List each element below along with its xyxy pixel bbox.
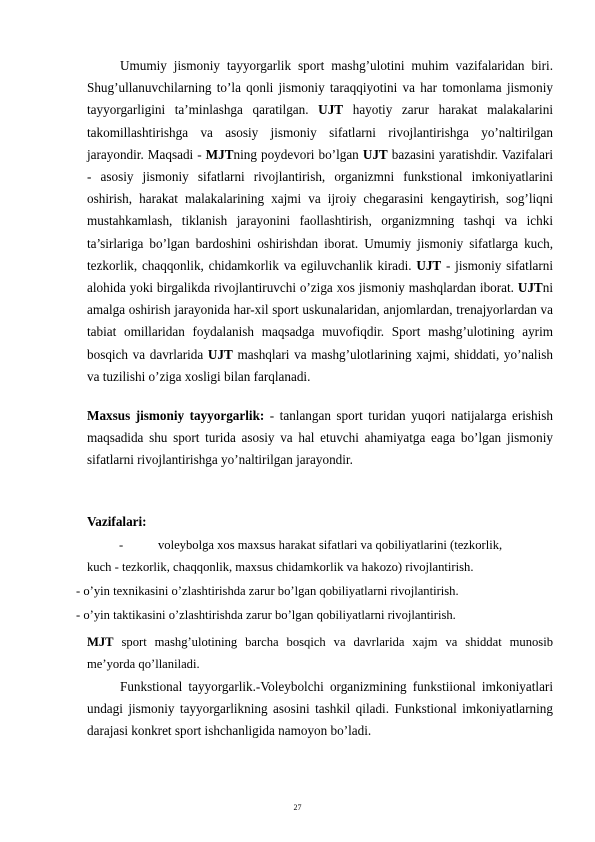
- text-run: - jismoniy sifatlarni alohida yoki birgalikda rivojlantiruvchi o’ziga xos jismoniy mashqlardan iborat.: [87, 257, 553, 296]
- bold-term: UJT: [207, 346, 233, 362]
- paragraph-ujt: [87, 55, 553, 388]
- paragraph-functional: [87, 676, 553, 743]
- paragraph-mjt-usage: [87, 631, 553, 675]
- paragraph-mjt-definition: [87, 405, 553, 472]
- bold-term: UJT: [517, 280, 543, 296]
- bold-term: MJT: [87, 635, 114, 649]
- bold-term: MJT: [205, 146, 234, 162]
- bold-term: Maxsus jismoniy tayyorgarlik:: [87, 408, 265, 423]
- text-run: - tanlangan sport turidan yuqori natijalarga erishish maqsadida shu sport turida asosiy va hal etuvchi ahamiyatga eaga bo’lgan jismoniy sifatlarni rivojlantirishga yo’naltirilgan jarayondir.: [87, 408, 553, 468]
- page-number: 27: [293, 803, 302, 812]
- bold-term: UJT: [318, 102, 344, 118]
- text-run: mashqlari va mashg’ulotlarining xajmi, shiddati, yo’nalish va tuzilishi o’ziga xosligi bilan farqlanadi.: [87, 346, 553, 384]
- text-run: ni amalga oshirish jarayonida har-xil sport uskunalaridan, anjomlardan, trenajyorlardan va tabiat omillaridan foydalanish maqsadga muvofiqdir. Sport mashg’ulotining ayrim bosqich va davrlarida: [87, 280, 553, 362]
- text-run: bazasini yaratishdir. Vazifalari - asosiy jismoniy sifatlarni rivojlantirish, organizmni funkstional imkoniyatlarini oshirish, harakat malakalarining xajmi va ijroiy chegarasini kengaytirish, sog’liqni mustahkamlash, tiklanish jarayonini faollashtirish, organizmning tashqi va ichki ta’sirlariga bo’lgan bardoshini oshirishdan iborat. Umumiy jismoniy sifatlarga kuch, tezkorlik, chaqqonlik, chidamkorlik va egiluvchanlik kiradi.: [87, 146, 554, 273]
- section-heading: [87, 511, 147, 533]
- text-run: Umumiy jismoniy tayyorgarlik sport mashg’ulotini muhim vazifalaridan biri. Shug’ullanuvchilarning to’la qonli jismoniy taraqqiyotini va har tomonlama jismoniy tayyorgarligini ta’minlashga qaratilgan.: [87, 58, 553, 118]
- list-item: - o’yin texnikasini o’zlashtirishda zarur bo’lgan qobiliyatlarni rivojlantirish.: [76, 584, 459, 598]
- bold-term: UJT: [362, 146, 388, 162]
- heading-text: Vazifalari:: [87, 514, 147, 529]
- list-item-dash: -: [119, 538, 124, 552]
- text-run: ning poydevori bo’lgan: [233, 146, 363, 162]
- list-item: - o’yin taktikasini o’zlashtirishda zarur bo’lgan qobiliyatlarni rivojlantirish.: [76, 608, 456, 622]
- text-run: hayotiy zarur harakat malakalarini takomillashtirishga va asosiy jismoniy sifatlarni rivojlantirishga yo’naltirilgan jarayondir. Maqsadi -: [87, 102, 553, 162]
- list-item-continuation: kuch - tezkorlik, chaqqonlik, maxsus chidamkorlik va hakozo) rivojlantirish.: [87, 560, 474, 574]
- bold-term: UJT: [416, 257, 442, 273]
- list-item: voleybolga xos maxsus harakat sifatlari va qobiliyatlarini (tezkorlik,: [158, 538, 503, 552]
- text-run: sport mashg’ulotining barcha bosqich va davrlarida xajm va shiddat munosib me’yorda qo’llaniladi.: [87, 635, 553, 672]
- text-run: Funkstional tayyorgarlik.-Voleybolchi organizmining funkstiional imkoniyatlari undagi jismoniy tayyorgarlikning asosini tashkil qiladi. Funkstional imkoniyatlarning darajasi konkret sport ishchanligida namoyon bo’ladi.: [87, 679, 553, 739]
